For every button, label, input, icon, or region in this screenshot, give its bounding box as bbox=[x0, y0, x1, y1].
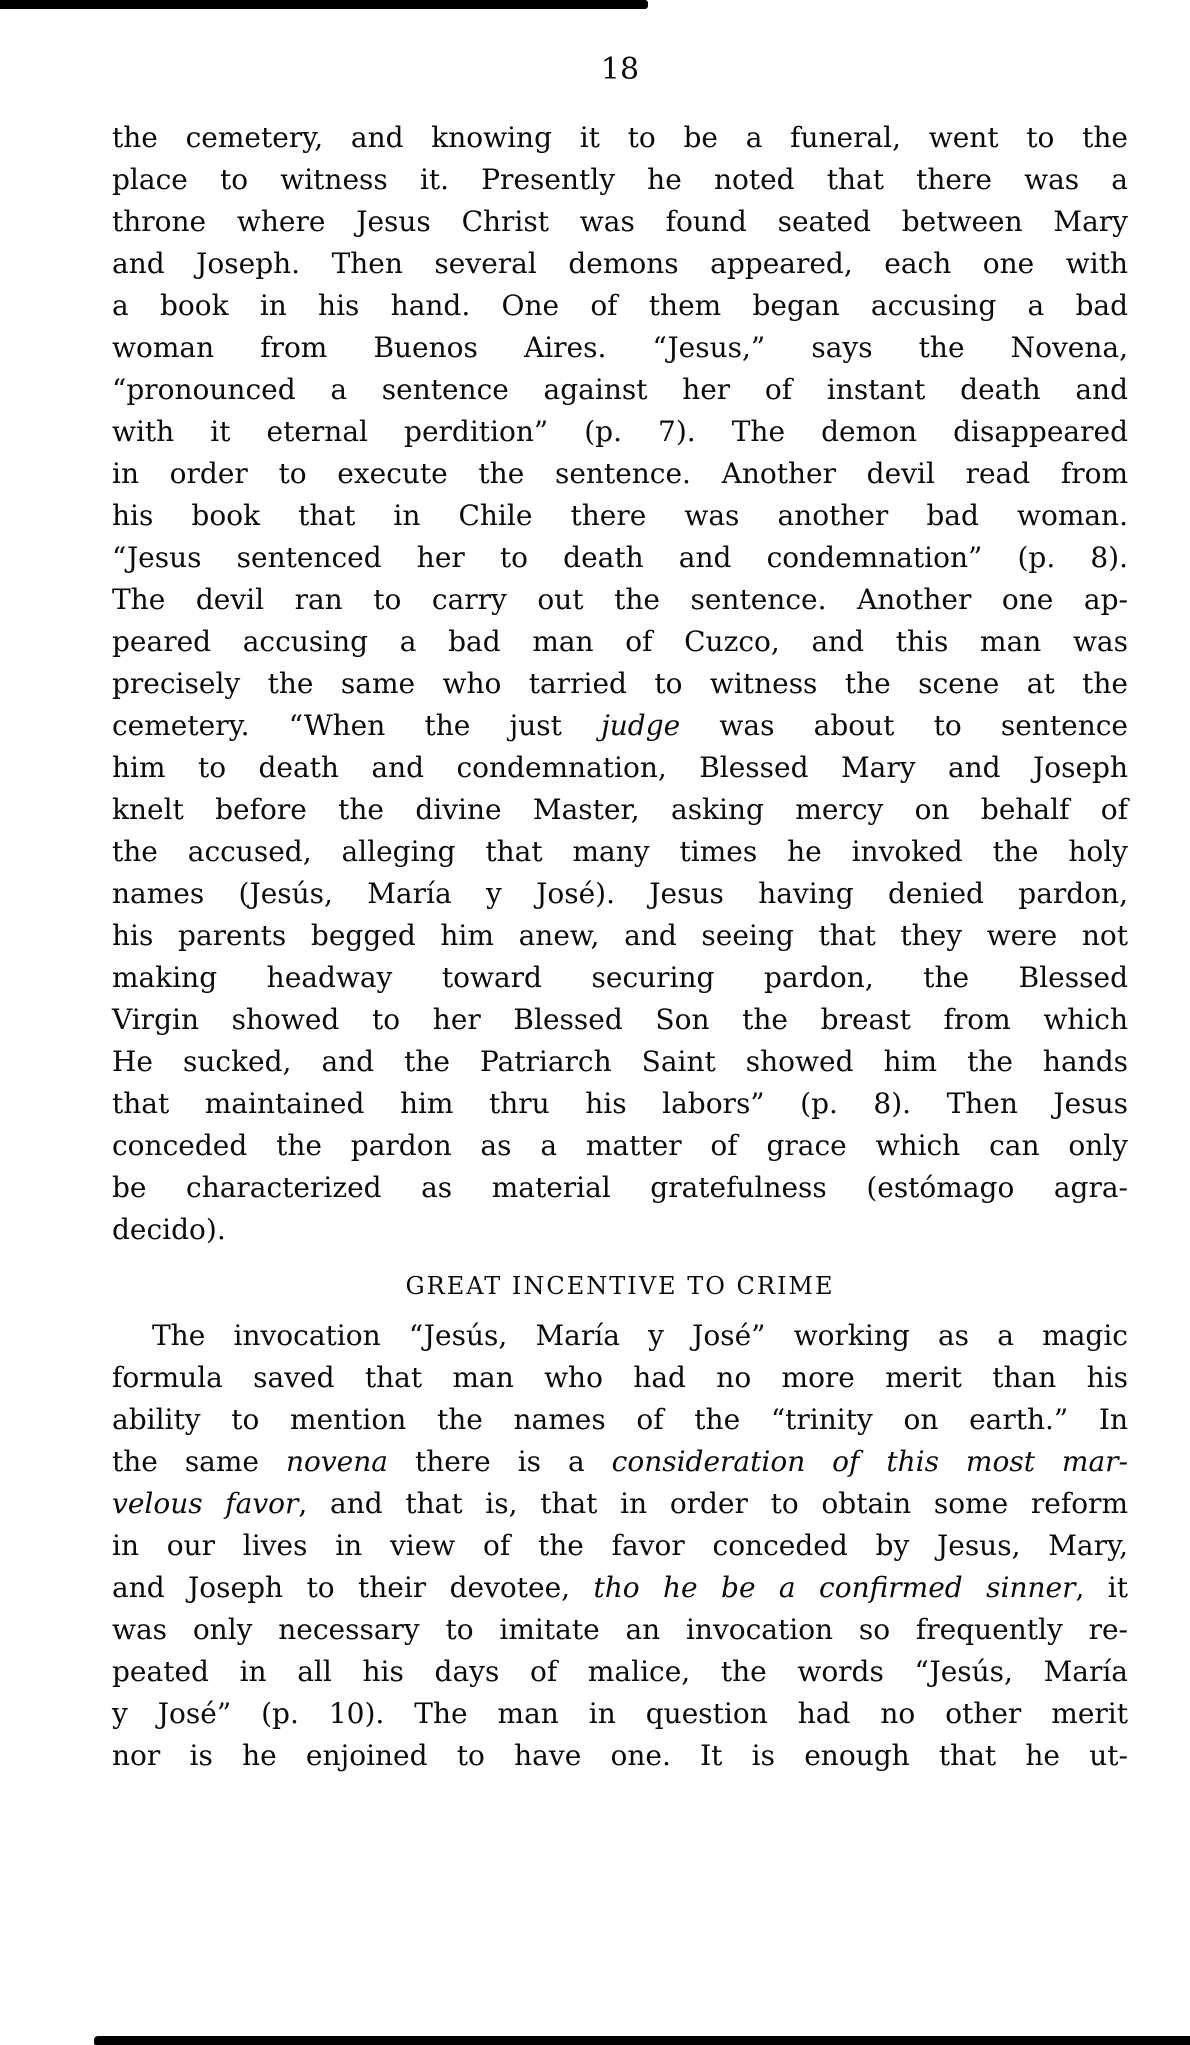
text-run: in order to execute the sentence. Another devil read from bbox=[112, 457, 1128, 490]
text-line bbox=[112, 621, 1128, 663]
text-line bbox=[112, 1209, 1128, 1251]
text-run: precisely the same who tarried to witness the scene at the bbox=[112, 667, 1128, 700]
text-run: woman from Buenos Aires. “Jesus,” says the Novena, bbox=[112, 331, 1128, 364]
text-line bbox=[112, 537, 1128, 579]
text-line bbox=[112, 369, 1128, 411]
text-run: He sucked, and the Patriarch Saint showed him the hands bbox=[112, 1045, 1128, 1078]
text-run: names (Jesús, María y José). Jesus having denied pardon, bbox=[112, 877, 1128, 910]
text-run: a book in his hand. One of them began accusing a bad bbox=[112, 289, 1128, 322]
text-run: peated in all his days of malice, the words “Jesús, María bbox=[112, 1655, 1128, 1688]
text-line bbox=[112, 831, 1128, 873]
text-line bbox=[112, 747, 1128, 789]
text-run: ability to mention the names of the “trinity on earth.” In bbox=[112, 1403, 1128, 1436]
text-line bbox=[112, 411, 1128, 453]
text-line bbox=[112, 453, 1128, 495]
scan-artifact-top-bar bbox=[0, 0, 648, 9]
text-run: was about to sentence bbox=[680, 709, 1128, 742]
text-run: Virgin showed to her Blessed Son the breast from which bbox=[112, 1003, 1128, 1036]
text-run: in our lives in view of the favor conceded by Jesus, Mary, bbox=[112, 1529, 1128, 1562]
text-line bbox=[112, 663, 1128, 705]
italic-text-run: velous favor bbox=[112, 1487, 299, 1520]
italic-text-run: consideration of this most mar- bbox=[611, 1445, 1129, 1478]
text-run: the accused, alleging that many times he invoked the holy bbox=[112, 835, 1128, 868]
text-run: that maintained him thru his labors” (p. 8). Then Jesus bbox=[112, 1087, 1128, 1120]
text-run: was only necessary to imitate an invocation so frequently re- bbox=[112, 1613, 1128, 1646]
paragraph bbox=[112, 117, 1128, 1251]
text-run: formula saved that man who had no more merit than his bbox=[112, 1361, 1128, 1394]
text-run: “Jesus sentenced her to death and condemnation” (p. 8). bbox=[112, 541, 1128, 574]
text-line bbox=[112, 159, 1128, 201]
paragraph bbox=[112, 1315, 1128, 1777]
text-line bbox=[112, 1525, 1128, 1567]
paragraph-slot-2 bbox=[112, 1315, 1128, 1777]
text-run: there is a bbox=[387, 1445, 612, 1478]
text-line bbox=[112, 1083, 1128, 1125]
text-run: throne where Jesus Christ was found seated between Mary bbox=[112, 205, 1128, 238]
text-line bbox=[112, 1483, 1128, 1525]
text-run: making headway toward securing pardon, the Blessed bbox=[112, 961, 1128, 994]
text-line bbox=[112, 1735, 1128, 1777]
text-run: peared accusing a bad man of Cuzco, and this man was bbox=[112, 625, 1128, 658]
text-run: , it bbox=[1075, 1571, 1128, 1604]
text-run: , and that is, that in order to obtain some reform bbox=[298, 1487, 1128, 1520]
text-line bbox=[112, 873, 1128, 915]
text-run: and Joseph. Then several demons appeared, each one with bbox=[112, 247, 1128, 280]
italic-text-run: judge bbox=[601, 709, 681, 742]
text-line bbox=[112, 999, 1128, 1041]
text-run: be characterized as material gratefulness (estómago agra- bbox=[112, 1171, 1128, 1204]
text-line bbox=[112, 495, 1128, 537]
text-line bbox=[112, 327, 1128, 369]
text-line bbox=[112, 243, 1128, 285]
text-run: y José” (p. 10). The man in question had no other merit bbox=[112, 1697, 1128, 1730]
text-line bbox=[112, 789, 1128, 831]
italic-text-run: novena bbox=[285, 1445, 388, 1478]
text-line bbox=[112, 705, 1128, 747]
italic-text-run: tho he be a confirmed sinner bbox=[593, 1571, 1076, 1604]
paragraph-slot-1 bbox=[112, 117, 1128, 1251]
text-run: The devil ran to carry out the sentence. Another one ap- bbox=[112, 583, 1128, 616]
text-run: place to witness it. Presently he noted that there was a bbox=[112, 163, 1128, 196]
text-run: the same bbox=[112, 1445, 286, 1478]
text-line bbox=[112, 1567, 1128, 1609]
text-line bbox=[112, 201, 1128, 243]
text-run: him to death and condemnation, Blessed Mary and Joseph bbox=[112, 751, 1128, 784]
page-number: 18 bbox=[600, 52, 640, 87]
text-run: decido). bbox=[112, 1213, 226, 1246]
text-line bbox=[112, 1167, 1128, 1209]
text-run: and Joseph to their devotee, bbox=[112, 1571, 594, 1604]
text-line bbox=[112, 1399, 1128, 1441]
text-line bbox=[112, 579, 1128, 621]
text-run: with it eternal perdition” (p. 7). The demon disappeared bbox=[112, 415, 1128, 448]
text-run: “pronounced a sentence against her of instant death and bbox=[112, 373, 1128, 406]
text-line bbox=[112, 1041, 1128, 1083]
text-run: the cemetery, and knowing it to be a funeral, went to the bbox=[112, 121, 1128, 154]
text-line bbox=[112, 915, 1128, 957]
text-run: knelt before the divine Master, asking mercy on behalf of bbox=[112, 793, 1128, 826]
section-heading: GREAT INCENTIVE TO CRIME bbox=[405, 1272, 835, 1300]
text-line bbox=[112, 1357, 1128, 1399]
text-line bbox=[112, 1693, 1128, 1735]
text-run: his book that in Chile there was another bad woman. bbox=[112, 499, 1128, 532]
text-line bbox=[112, 1315, 1128, 1357]
text-line bbox=[112, 957, 1128, 999]
body-text bbox=[112, 117, 1128, 1777]
text-line bbox=[112, 1125, 1128, 1167]
text-line bbox=[112, 1609, 1128, 1651]
text-line bbox=[112, 117, 1128, 159]
text-run: cemetery. “When the just bbox=[112, 709, 602, 742]
scan-artifact-bottom-bar bbox=[94, 2036, 1190, 2045]
text-line bbox=[112, 1651, 1128, 1693]
text-run: conceded the pardon as a matter of grace which can only bbox=[112, 1129, 1128, 1162]
text-line bbox=[112, 285, 1128, 327]
text-run: The invocation “Jesús, María y José” working as a magic bbox=[152, 1319, 1128, 1352]
text-run: his parents begged him anew, and seeing that they were not bbox=[112, 919, 1128, 952]
text-run: nor is he enjoined to have one. It is enough that he ut- bbox=[112, 1739, 1128, 1772]
text-line bbox=[112, 1441, 1128, 1483]
